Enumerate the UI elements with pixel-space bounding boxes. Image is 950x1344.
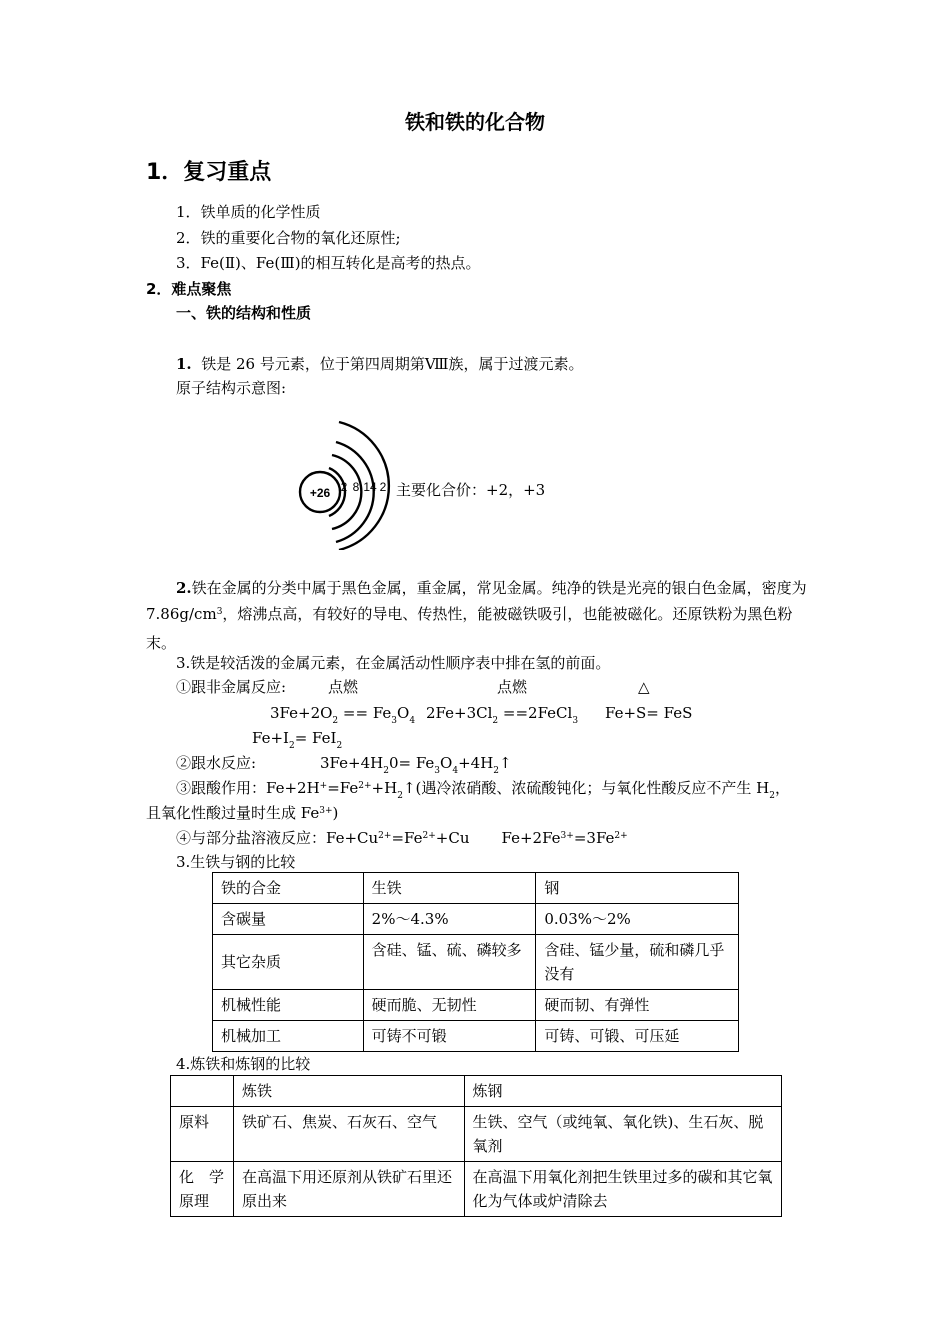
r3b-part: 且氧化性酸过量时生成 Fe: [146, 804, 320, 822]
table-cell: 0.03%～2%: [536, 904, 739, 935]
eq2-sub: 2: [492, 716, 499, 726]
r4-sup: 2+: [378, 831, 392, 841]
shell-count-3: 14: [363, 480, 377, 494]
review-item-1: 1．铁单质的化学性质: [176, 203, 321, 221]
table-header-cell: 铁的合金: [213, 873, 364, 904]
table-row: [171, 1162, 782, 1217]
eq4-part: = FeI: [294, 729, 337, 747]
eq5-part: ↑: [499, 754, 512, 772]
iron-steel-comparison-table: [212, 872, 739, 1052]
eq4-sub: 2: [336, 741, 343, 751]
r4-part: =3Fe: [573, 829, 615, 847]
paragraph-1-number: 1.: [176, 355, 192, 373]
condition-ignite-1: 点燃: [328, 678, 359, 696]
equation-fe-cl2: [426, 704, 579, 726]
table-header-cell: 炼钢: [464, 1076, 781, 1107]
review-item-2: 2．铁的重要化合物的氧化还原性;: [176, 229, 401, 247]
table-cell: 2%～4.3%: [363, 904, 536, 935]
table-cell: 可铸、可锻、可压延: [536, 1021, 739, 1052]
reaction-4: [176, 831, 628, 846]
equation-fe-o2: [270, 704, 416, 726]
paragraph-1-text: 铁是 26 号元素，位于第四周期第Ⅷ族，属于过渡元素。: [201, 355, 584, 373]
table-header-row: [171, 1076, 782, 1107]
paragraph-1: [176, 357, 583, 372]
eq5-sub: 2: [493, 766, 500, 776]
table-cell: 含碳量: [213, 904, 364, 935]
r3-sup: +: [319, 781, 328, 791]
r3-part: =Fe: [327, 779, 359, 797]
review-item-3: 3．Fe(Ⅱ)、Fe(Ⅲ)的相互转化是高考的热点。: [176, 254, 481, 272]
table-row: [213, 935, 739, 990]
paragraph-2-text-b: ，熔沸点高，有较好的导电、传热性，能被磁铁吸引，也能被磁化。还原铁粉为黑色粉末。: [146, 605, 793, 652]
r3-part: +H: [371, 779, 398, 797]
r4-part: +Cu: [435, 829, 470, 847]
section2-subheading: 一、铁的结构和性质: [176, 304, 312, 322]
eq5-sub: 4: [452, 766, 459, 776]
eq1-sub: 2: [332, 716, 339, 726]
eq5-part: +4H: [458, 754, 494, 772]
r3-sup: 2+: [358, 781, 372, 791]
table-header-cell: 钢: [536, 873, 739, 904]
equation-fe-water: [320, 754, 512, 776]
table-cell: 硬而韧、有弹性: [536, 990, 739, 1021]
r3-part: ，: [774, 779, 790, 797]
r3-sub: 2: [769, 791, 775, 801]
eq4-sub: 2: [288, 741, 295, 751]
table-cell: 含硅、锰少量，硫和磷几乎没有: [536, 935, 739, 990]
r4-part: =Fe: [391, 829, 423, 847]
table-header-cell: 生铁: [363, 873, 536, 904]
r3b-part: ): [332, 804, 339, 822]
eq5-sub: 3: [434, 766, 441, 776]
condition-heat: △: [638, 678, 650, 696]
r4-sup: 2+: [422, 831, 436, 841]
eq2-part: 2Fe+3Cl: [426, 704, 493, 722]
atom-diagram-label: 原子结构示意图:: [176, 379, 287, 397]
table-row: [171, 1107, 782, 1162]
ironmaking-steelmaking-table: [170, 1075, 782, 1217]
r4-part: Fe+2Fe: [501, 829, 561, 847]
equation-fe-s: Fe+S= FeS: [605, 704, 693, 722]
table-cell: 在高温下用还原剂从铁矿石里还原出来: [233, 1162, 464, 1217]
table-cell: 可铸不可锻: [363, 1021, 536, 1052]
page-title: 铁和铁的化合物: [405, 110, 545, 134]
reaction-3: [176, 779, 790, 801]
table-cell: 在高温下用氧化剂把生铁里过多的碳和其它氧化为气体或炉清除去: [464, 1162, 781, 1217]
table2-caption: 4.炼铁和炼钢的比较: [176, 1055, 311, 1073]
atom-structure-diagram: [280, 410, 420, 550]
eq2-sub: 3: [572, 716, 579, 726]
table-header-cell: 炼铁: [233, 1076, 464, 1107]
eq1-part: O: [397, 704, 410, 722]
table-header-cell: [171, 1076, 234, 1107]
nucleus-charge: +26: [309, 486, 331, 500]
paragraph-2-number: 2.: [176, 579, 192, 597]
r3-sub: 2: [397, 791, 403, 801]
reaction-2-label: ②跟水反应:: [176, 754, 257, 772]
r3-part: ③跟酸作用：Fe+2H: [176, 779, 320, 797]
table-cell: 其它杂质: [213, 935, 364, 990]
table1-caption: 3.生铁与钢的比较: [176, 853, 296, 871]
table-cell: 机械性能: [213, 990, 364, 1021]
table-row: [213, 990, 739, 1021]
eq5-part: 3Fe+4H: [320, 754, 384, 772]
main-valence: 主要化合价：+2，+3: [396, 481, 546, 499]
eq1-sub: 4: [409, 716, 416, 726]
table-cell: 化 学原理: [171, 1162, 234, 1217]
reaction-3-continued: [146, 806, 338, 821]
eq1-part: == Fe: [338, 704, 392, 722]
paragraph-2-superscript: 3: [216, 607, 223, 617]
table-cell: 含硅、锰、硫、磷较多: [363, 935, 536, 990]
paragraph-3: 3.铁是较活泼的金属元素，在金属活动性顺序表中排在氢的前面。: [176, 654, 611, 672]
table-header-row: [213, 873, 739, 904]
r3b-sup: 3+: [319, 806, 333, 816]
r3-part: ↑(遇冷浓硝酸、浓硫酸钝化；与氧化性酸反应不产生 H: [402, 779, 770, 797]
eq5-sub: 2: [383, 766, 389, 776]
eq4-part: Fe+I: [252, 729, 289, 747]
shell-count-4: 2: [379, 480, 387, 494]
table-cell: 机械加工: [213, 1021, 364, 1052]
section2-heading: 2．难点聚焦: [146, 280, 232, 298]
r4-sup: 3+: [560, 831, 574, 841]
shell-count-1: 2: [340, 480, 348, 494]
shell-count-2: 8: [352, 480, 360, 494]
eq1-sub: 3: [391, 716, 398, 726]
paragraph-2: [146, 575, 814, 656]
paragraph-2-text-a: 铁在金属的分类中属于黑色金属，重金属，常见金属。纯净的铁是光亮的银白色金属，密度为 7.86g/cm: [146, 579, 807, 623]
table-cell: 生铁、空气（或纯氧、氧化铁)、生石灰、脱氧剂: [464, 1107, 781, 1162]
eq1-part: 3Fe+2O: [270, 704, 333, 722]
section1-heading: 1．复习重点: [146, 160, 272, 185]
r4-part: ④与部分盐溶液反应：Fe+Cu: [176, 829, 379, 847]
table-row: [213, 904, 739, 935]
table-row: [213, 1021, 739, 1052]
table-cell: 铁矿石、焦炭、石灰石、空气: [233, 1107, 464, 1162]
reaction-1-label: ①跟非金属反应:: [176, 678, 287, 696]
r4-sup: 2+: [614, 831, 628, 841]
table-cell: 原料: [171, 1107, 234, 1162]
condition-ignite-2: 点燃: [497, 678, 528, 696]
eq2-part: ==2FeCl: [498, 704, 573, 722]
table-cell: 硬而脆、无韧性: [363, 990, 536, 1021]
equation-fe-i2: [252, 729, 343, 751]
eq5-part: 0= Fe: [388, 754, 435, 772]
eq5-part: O: [440, 754, 453, 772]
